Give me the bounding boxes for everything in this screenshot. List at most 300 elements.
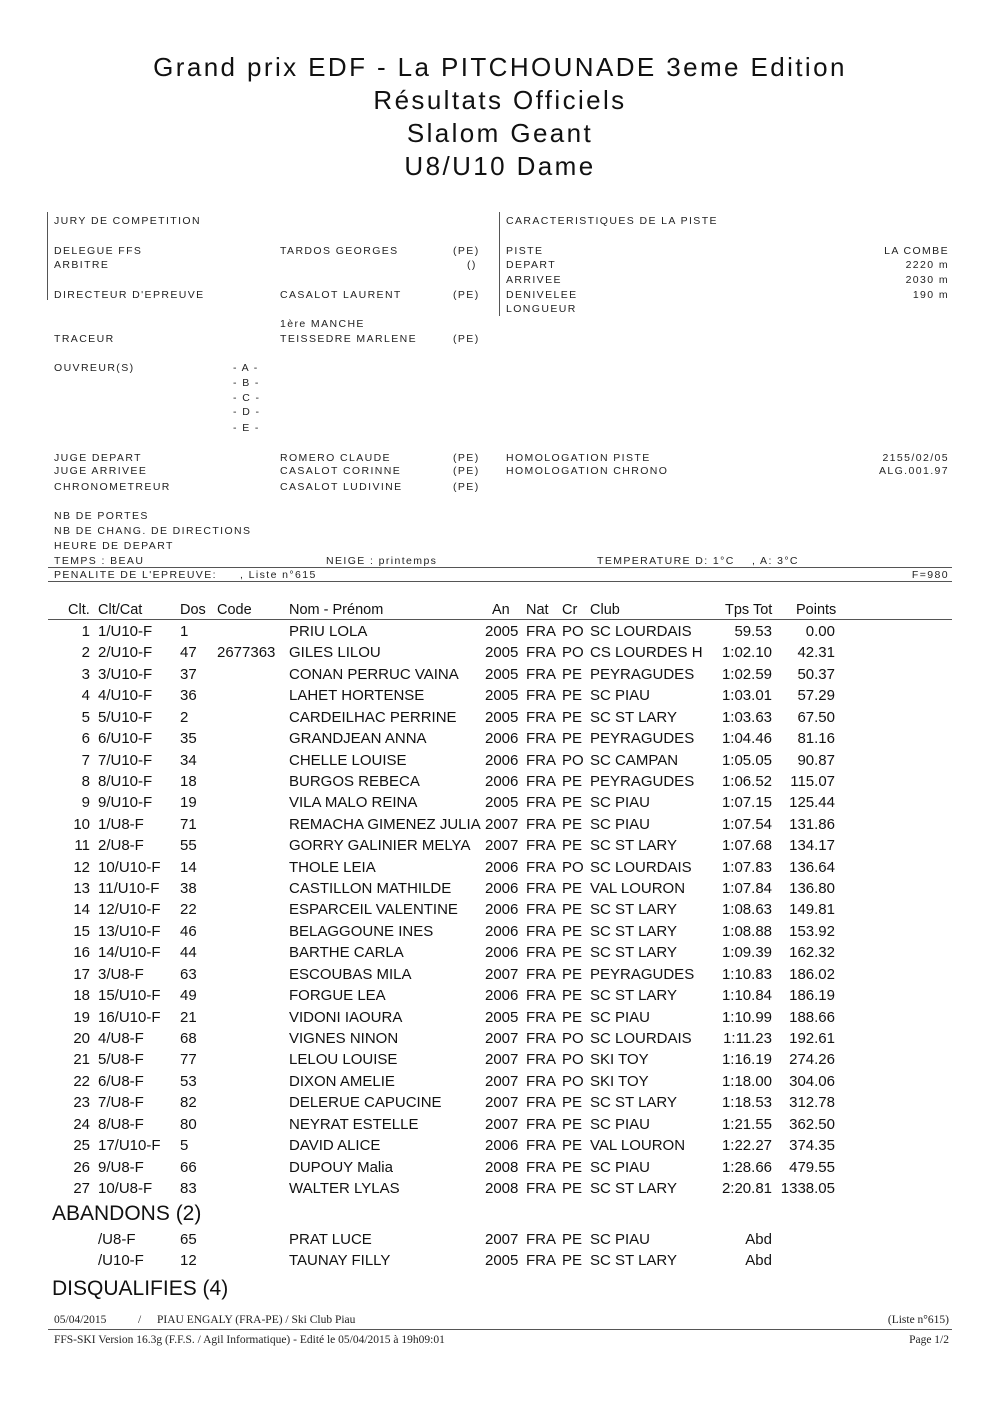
cell-nom: DUPOUY Malia [289, 1158, 393, 1176]
table-row [0, 664, 1000, 685]
cell-dos: 36 [180, 687, 197, 705]
cell-points: 186.02 [789, 965, 835, 983]
cell-cltcat: 6/U8-F [98, 1072, 144, 1090]
cell-cltcat: 8/U10-F [98, 772, 153, 790]
cell-clt: 20 [73, 1029, 90, 1047]
cell-points: 136.80 [789, 880, 835, 898]
cell-tps: 1:03.01 [721, 687, 772, 705]
cell-an: 2006 [485, 987, 519, 1005]
cell-club: PEYRAGUDES [590, 730, 695, 748]
denivelee-value: 190 m [912, 289, 949, 301]
cell-an: 2006 [485, 751, 519, 769]
table-row [0, 707, 1000, 728]
cell-nom: DELERUE CAPUCINE [289, 1094, 442, 1112]
denivelee-label: DENIVELEE [506, 289, 578, 301]
cell-club: SC LOURDAIS [590, 858, 692, 876]
arrivee-label: ARRIVEE [506, 274, 562, 286]
cell-club: SC ST LARY [590, 1094, 677, 1112]
header-code: Code [217, 602, 252, 618]
cell-points: 1338.05 [780, 1179, 835, 1197]
cell-points: 312.78 [789, 1094, 835, 1112]
jury-border-left [47, 212, 48, 300]
table-row [0, 1071, 1000, 1092]
table-row [0, 1157, 1000, 1178]
cell-points: 162.32 [789, 944, 835, 962]
cell-an: 2006 [485, 858, 519, 876]
cell-tps: 1:07.68 [721, 837, 772, 855]
cell-cltcat: 9/U10-F [98, 794, 153, 812]
cell-club: SC ST LARY [590, 922, 677, 940]
cell-clt: 2 [81, 644, 90, 662]
cell-cr: PO [562, 623, 584, 640]
cell-an: 2007 [485, 1029, 519, 1047]
cell-club: SC ST LARY [590, 944, 677, 962]
cell-nom: DIXON AMELIE [289, 1072, 395, 1090]
cell-nat: FRA [526, 1051, 556, 1069]
cell-cr: PE [562, 880, 583, 898]
homolog-piste-value: 2155/02/05 [882, 452, 949, 464]
footer-sep: / [138, 1314, 142, 1326]
depart-value: 2220 m [905, 259, 949, 271]
cell-an: 2005 [485, 687, 519, 705]
cell-dos: 53 [180, 1072, 197, 1090]
cell-cr: PE [562, 708, 583, 726]
cell-tps: 1:05.05 [721, 751, 772, 769]
footer-software: FFS-SKI Version 16.3g (F.F.S. / Agil Informatique) - Edité le 05/04/2015 à 19h09:01 [54, 1334, 445, 1346]
homolog-chrono-label: HOMOLOGATION CHRONO [506, 465, 669, 477]
cell-dos: 80 [180, 1115, 197, 1133]
cell-dos: 65 [180, 1231, 197, 1248]
cell-cr: PE [562, 794, 583, 812]
cell-points: 81.16 [797, 730, 835, 748]
ouvreurs-label: OUVREUR(S) [54, 362, 135, 374]
cell-points: 149.81 [789, 901, 835, 919]
table-row [0, 1028, 1000, 1049]
nb-portes-label: NB DE PORTES [54, 510, 149, 522]
table-row [0, 814, 1000, 835]
cell-dos: 71 [180, 815, 197, 833]
cell-an: 2006 [485, 922, 519, 940]
table-row [0, 750, 1000, 771]
cell-nom: BELAGGOUNE INES [289, 922, 434, 940]
cell-dos: 12 [180, 1252, 197, 1270]
cell-nat: FRA [526, 794, 556, 812]
cell-nat: FRA [526, 644, 556, 662]
neige-label: NEIGE : printemps [326, 555, 438, 567]
homolog-piste-label: HOMOLOGATION PISTE [506, 452, 651, 464]
cell-tps: 1:03.63 [721, 708, 772, 726]
cell-an: 2005 [485, 1252, 519, 1270]
cell-cr: PE [562, 1008, 583, 1026]
cell-cr: PE [562, 1137, 583, 1155]
cell-clt: 21 [73, 1051, 90, 1069]
cell-club: SC LOURDAIS [590, 1029, 692, 1047]
header-cltcat: Clt/Cat [98, 602, 143, 618]
cell-club: SC PIAU [590, 1231, 651, 1248]
chrono-label: CHRONOMETREUR [54, 481, 171, 493]
cell-clt: 14 [73, 901, 90, 919]
cell-nom: WALTER LYLAS [289, 1179, 400, 1197]
homolog-chrono-value: ALG.001.97 [878, 465, 949, 477]
title-category: U8/U10 Dame [404, 151, 596, 181]
cell-nom: NEYRAT ESTELLE [289, 1115, 419, 1133]
cell-nat: FRA [526, 1158, 556, 1176]
cell-cltcat: 9/U8-F [98, 1158, 144, 1176]
cell-clt: 24 [73, 1115, 90, 1133]
cell-clt: 8 [81, 772, 90, 790]
temps-label: TEMPS : BEAU [54, 555, 145, 567]
manche-label: 1ère MANCHE [280, 318, 365, 330]
cell-cltcat: /U8-F [98, 1231, 136, 1248]
cell-an: 2008 [485, 1158, 519, 1176]
header-an: An [492, 602, 510, 618]
cell-tps: 1:10.99 [721, 1008, 772, 1026]
juge-arrivee-label: JUGE ARRIVEE [54, 465, 148, 477]
cell-club: SC ST LARY [590, 708, 677, 726]
cell-an: 2005 [485, 623, 519, 640]
cell-nom: PRIU LOLA [289, 623, 368, 640]
cell-tps: Abd [745, 1252, 772, 1270]
cell-cr: PE [562, 815, 583, 833]
cell-cr: PE [562, 1252, 583, 1270]
traceur-code: (PE) [453, 333, 480, 345]
table-row [0, 1092, 1000, 1113]
cell-points: 362.50 [789, 1115, 835, 1133]
cell-cr: PE [562, 730, 583, 748]
cell-dos: 37 [180, 665, 197, 683]
cell-nom: GORRY GALINIER MELYA [289, 837, 471, 855]
penalite-divider [48, 581, 952, 582]
cell-points: 90.87 [797, 751, 835, 769]
cell-tps: 1:08.63 [721, 901, 772, 919]
cell-cr: PE [562, 944, 583, 962]
cell-cr: PE [562, 965, 583, 983]
cell-club: PEYRAGUDES [590, 665, 695, 683]
cell-clt: 27 [73, 1179, 90, 1197]
cell-nom: PRAT LUCE [289, 1231, 372, 1248]
footer-date: 05/04/2015 [54, 1314, 107, 1326]
cell-dos: 47 [180, 644, 197, 662]
cell-points: 374.35 [789, 1137, 835, 1155]
cell-dos: 46 [180, 922, 197, 940]
cell-clt: 22 [73, 1072, 90, 1090]
cell-nat: FRA [526, 1231, 556, 1248]
table-row [0, 857, 1000, 878]
jury-heading: JURY DE COMPETITION [54, 215, 201, 227]
depart-label: DEPART [506, 259, 557, 271]
cell-nat: FRA [526, 1252, 556, 1270]
cell-nom: VIDONI IAOURA [289, 1008, 403, 1026]
header-points: Points [796, 602, 837, 618]
table-row [0, 921, 1000, 942]
cell-club: SC PIAU [590, 794, 651, 812]
cell-cltcat: 2/U10-F [98, 644, 153, 662]
cell-club: SC PIAU [590, 1158, 651, 1176]
header-divider [48, 619, 952, 620]
cell-cltcat: 3/U10-F [98, 665, 153, 683]
cell-nom: GRANDJEAN ANNA [289, 730, 427, 748]
traceur-label: TRACEUR [54, 333, 115, 345]
cell-dos: 44 [180, 944, 197, 962]
table-row [0, 771, 1000, 792]
cell-points: 136.64 [789, 858, 835, 876]
cell-cltcat: 6/U10-F [98, 730, 153, 748]
cell-nat: FRA [526, 965, 556, 983]
cell-cr: PE [562, 901, 583, 919]
cell-clt: 13 [73, 880, 90, 898]
cell-an: 2006 [485, 772, 519, 790]
cell-clt: 9 [81, 794, 90, 812]
cell-tps: 1:07.15 [721, 794, 772, 812]
cell-cltcat: 1/U8-F [98, 815, 144, 833]
cell-points: 57.29 [797, 687, 835, 705]
cell-tps: 1:07.54 [721, 815, 772, 833]
cell-cr: PO [562, 1072, 584, 1090]
cell-tps: 1:02.10 [721, 644, 772, 662]
cell-dos: 66 [180, 1158, 197, 1176]
cell-cltcat: 5/U10-F [98, 708, 153, 726]
table-row [0, 642, 1000, 663]
cell-cr: PE [562, 922, 583, 940]
cell-points: 153.92 [789, 922, 835, 940]
cell-points: 50.37 [797, 665, 835, 683]
cell-tps: 1:11.23 [723, 1029, 772, 1047]
cell-cltcat: 4/U10-F [98, 687, 153, 705]
cell-nat: FRA [526, 1029, 556, 1047]
cell-an: 2006 [485, 901, 519, 919]
cell-cr: PE [562, 1179, 583, 1197]
cell-clt: 18 [73, 987, 90, 1005]
table-row [0, 835, 1000, 856]
cell-tps: 1:18.00 [721, 1072, 772, 1090]
cell-cr: PE [562, 987, 583, 1005]
abandons-title: ABANDONS (2) [52, 1202, 202, 1225]
table-row [0, 1229, 1000, 1250]
cell-cltcat: 7/U8-F [98, 1094, 144, 1112]
table-row [0, 899, 1000, 920]
cell-points: 479.55 [789, 1158, 835, 1176]
cell-tps: 1:09.39 [721, 944, 772, 962]
directeur-code: (PE) [453, 289, 480, 301]
liste-label: , Liste n°615 [240, 569, 317, 581]
cell-nat: FRA [526, 987, 556, 1005]
delegue-code: (PE) [453, 245, 480, 257]
footer-page: Page 1/2 [909, 1334, 949, 1346]
cell-points: 115.07 [790, 772, 835, 790]
piste-heading: CARACTERISTIQUES DE LA PISTE [506, 215, 718, 227]
ouvreur-a: - A - [233, 362, 259, 374]
cell-nom: CHELLE LOUISE [289, 751, 407, 769]
cell-clt: 7 [81, 751, 90, 769]
cell-tps: 1:04.46 [721, 730, 772, 748]
juge-arrivee-code: (PE) [453, 465, 480, 477]
cell-dos: 5 [180, 1137, 189, 1155]
juge-arrivee-name: CASALOT CORINNE [280, 465, 402, 477]
cell-nom: CONAN PERRUC VAINA [289, 665, 459, 683]
cell-tps: 1:08.88 [721, 922, 772, 940]
cell-club: SKI TOY [590, 1051, 649, 1069]
cell-cltcat: 12/U10-F [98, 901, 161, 919]
cell-club: SC ST LARY [590, 1252, 677, 1270]
cell-nat: FRA [526, 751, 556, 769]
cell-points: 125.44 [789, 794, 835, 812]
cell-nom: ESPARCEIL VALENTINE [289, 901, 458, 919]
piste-value: LA COMBE [884, 245, 949, 257]
cell-dos: 77 [180, 1051, 197, 1069]
cell-cr: PE [562, 1158, 583, 1176]
cell-dos: 82 [180, 1094, 197, 1112]
cell-cr: PE [562, 665, 583, 683]
juge-depart-label: JUGE DEPART [54, 452, 142, 464]
cell-nom: THOLE LEIA [289, 858, 376, 876]
cell-tps: 1:06.52 [721, 772, 772, 790]
header-cr: Cr [562, 602, 578, 618]
cell-cltcat: 17/U10-F [98, 1137, 161, 1155]
footer-location: PIAU ENGALY (FRA-PE) / Ski Club Piau [157, 1314, 356, 1326]
cell-an: 2007 [485, 837, 519, 855]
cell-nat: FRA [526, 922, 556, 940]
cell-cltcat: 10/U8-F [98, 1179, 153, 1197]
cell-nat: FRA [526, 858, 556, 876]
cell-cr: PE [562, 837, 583, 855]
cell-cltcat: 5/U8-F [98, 1051, 144, 1069]
cell-tps: 1:10.84 [721, 987, 772, 1005]
piste-label: PISTE [506, 245, 544, 257]
cell-nat: FRA [526, 623, 556, 640]
cell-club: SC ST LARY [590, 837, 677, 855]
cell-points: 134.17 [789, 837, 835, 855]
cell-club: SC PIAU [590, 815, 651, 833]
cell-an: 2007 [485, 1115, 519, 1133]
cell-tps: 1:10.83 [721, 965, 772, 983]
table-row [0, 685, 1000, 706]
header-nom: Nom - Prénom [289, 602, 384, 618]
title-event: Grand prix EDF - La PITCHOUNADE 3eme Edition [153, 52, 847, 82]
table-row [0, 1250, 1000, 1271]
cell-cltcat: 1/U10-F [98, 623, 153, 640]
cell-tps: 1:02.59 [721, 665, 772, 683]
cell-tps: 1:16.19 [721, 1051, 772, 1069]
heure-depart-label: HEURE DE DEPART [54, 540, 174, 552]
cell-nat: FRA [526, 837, 556, 855]
cell-cltcat: 4/U8-F [98, 1029, 144, 1047]
delegue-name: TARDOS GEORGES [280, 245, 399, 257]
cell-club: SC ST LARY [590, 987, 677, 1005]
cell-club: SC ST LARY [590, 901, 677, 919]
cell-dos: 1 [180, 623, 189, 640]
juge-depart-code: (PE) [453, 452, 480, 464]
cell-clt: 5 [81, 708, 90, 726]
cell-points: 192.61 [789, 1029, 835, 1047]
table-row [0, 1007, 1000, 1028]
cell-nom: BARTHE CARLA [289, 944, 404, 962]
cell-nom: REMACHA GIMENEZ JULIA [289, 815, 481, 833]
cell-tps: 1:07.83 [721, 858, 772, 876]
cell-dos: 19 [180, 794, 197, 812]
header-nat: Nat [526, 602, 549, 618]
cell-club: SKI TOY [590, 1072, 649, 1090]
cell-nom: TAUNAY FILLY [289, 1252, 391, 1270]
cell-nom: BURGOS REBECA [289, 772, 420, 790]
footer-liste: (Liste n°615) [887, 1314, 949, 1326]
cell-club: SC PIAU [590, 1008, 651, 1026]
cell-tps: 1:07.84 [721, 880, 772, 898]
cell-an: 2005 [485, 665, 519, 683]
cell-clt: 12 [73, 858, 90, 876]
cell-nat: FRA [526, 772, 556, 790]
cell-an: 2007 [485, 1231, 519, 1248]
cell-cr: PO [562, 1029, 584, 1047]
table-row [0, 942, 1000, 963]
cell-an: 2008 [485, 1179, 519, 1197]
cell-points: 274.26 [789, 1051, 835, 1069]
cell-nat: FRA [526, 1115, 556, 1133]
cell-cltcat: 16/U10-F [98, 1008, 161, 1026]
cell-nom: FORGUE LEA [289, 987, 386, 1005]
cell-an: 2005 [485, 644, 519, 662]
cell-club: PEYRAGUDES [590, 772, 695, 790]
cell-cr: PE [562, 1115, 583, 1133]
cell-club: SC LOURDAIS [590, 623, 692, 640]
cell-dos: 18 [180, 772, 197, 790]
cell-nat: FRA [526, 1137, 556, 1155]
cell-code: 2677363 [217, 644, 276, 662]
cell-dos: 14 [180, 858, 197, 876]
longueur-label: LONGUEUR [506, 303, 577, 315]
arbitre-code: () [467, 259, 477, 271]
cell-cltcat: 10/U10-F [98, 858, 161, 876]
cell-points: 304.06 [789, 1072, 835, 1090]
cell-points: 42.31 [797, 644, 835, 662]
cell-clt: 19 [73, 1008, 90, 1026]
cell-an: 2006 [485, 944, 519, 962]
traceur-name: TEISSEDRE MARLENE [280, 333, 417, 345]
cell-nom: GILES LILOU [289, 644, 381, 662]
cell-cr: PO [562, 751, 584, 769]
cell-an: 2007 [485, 1094, 519, 1112]
chrono-code: (PE) [453, 481, 480, 493]
cell-clt: 23 [73, 1094, 90, 1112]
cell-nat: FRA [526, 901, 556, 919]
cell-nom: ESCOUBAS MILA [289, 965, 412, 983]
table-row [0, 1135, 1000, 1156]
title-discipline: Slalom Geant [406, 118, 594, 148]
cell-points: 67.50 [797, 708, 835, 726]
cell-cr: PE [562, 687, 583, 705]
header-dos: Dos [180, 602, 206, 618]
table-row [0, 964, 1000, 985]
cell-nat: FRA [526, 665, 556, 683]
cell-nat: FRA [526, 730, 556, 748]
cell-cr: PE [562, 772, 583, 790]
cell-club: SC PIAU [590, 687, 651, 705]
cell-dos: 83 [180, 1179, 197, 1197]
cell-nom: DAVID ALICE [289, 1137, 381, 1155]
cell-nom: LAHET HORTENSE [289, 687, 425, 705]
cell-club: SC PIAU [590, 1115, 651, 1133]
cell-cltcat: /U10-F [98, 1252, 144, 1270]
cell-nom: CASTILLON MATHILDE [289, 880, 452, 898]
table-row [0, 621, 1000, 642]
cell-clt: 16 [73, 944, 90, 962]
delegue-label: DELEGUE FFS [54, 245, 143, 257]
cell-clt: 3 [81, 665, 90, 683]
cell-cltcat: 7/U10-F [98, 751, 153, 769]
piste-border-left [499, 212, 500, 316]
footer-divider [48, 1329, 952, 1330]
title-results: Résultats Officiels [373, 85, 627, 115]
cell-dos: 68 [180, 1029, 197, 1047]
